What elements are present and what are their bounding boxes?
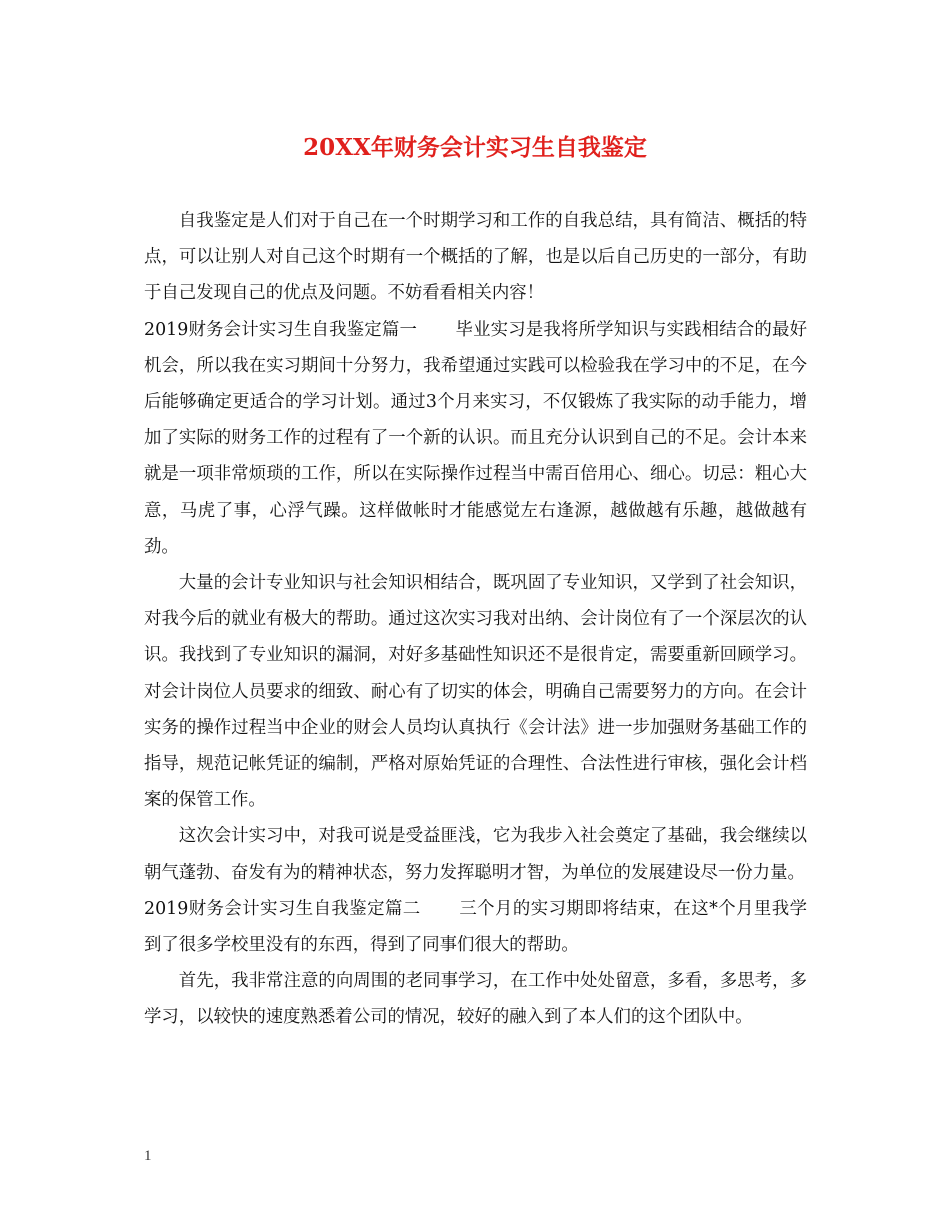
section-heading-one: 2019财务会计实习生自我鉴定篇一 <box>144 319 418 340</box>
document-title: 20XX年财务会计实习生自我鉴定 <box>303 134 647 161</box>
section-two-paragraph <box>144 891 807 963</box>
document-body <box>144 203 807 1036</box>
section-one-paragraph <box>144 312 807 565</box>
section-one-text: 毕业实习是我将所学知识与实践相结合的最好机会，所以我在实习期间十分努力，我希望通过实践可以检验我在学习中的不足，在今后能够确定更适合的学习计划。通过3个月来实习，不仅锻炼了我实际的动手能力，增加了实际的财务工作的过程有了一个新的认识。而且充分认识到自己的不足。会计本来就是一项非常烦琐的工作，所以在实际操作过程当中需百倍用心、细心。切忌：粗心大意，马虎了事，心浮气躁。这样做帐时才能感觉左右逢源，越做越有乐趣，越做越有劲。 <box>144 319 807 557</box>
first-point-paragraph: 首先，我非常注意的向周围的老同事学习，在工作中处处留意，多看，多思考，多学习，以较快的速度熟悉着公司的情况，较好的融入到了本人们的这个团队中。 <box>144 971 807 1028</box>
page-number: 1 <box>144 1148 152 1164</box>
knowledge-paragraph: 大量的会计专业知识与社会知识相结合，既巩固了专业知识，又学到了社会知识，对我今后的就业有极大的帮助。通过这次实习我对出纳、会计岗位有了一个深层次的认识。我找到了专业知识的漏洞，对好多基础性知识还不是很肯定，需要重新回顾学习。对会计岗位人员要求的细致、耐心有了切实的体会，明确自己需要努力的方向。在会计实务的操作过程当中企业的财会人员均认真执行《会计法》进一步加强财务基础工作的指导，规范记帐凭证的编制，严格对原始凭证的合理性、合法性进行审核，强化会计档案的保管工作。 <box>144 573 807 811</box>
intro-paragraph: 自我鉴定是人们对于自己在一个时期学习和工作的自我总结，具有简洁、概括的特点，可以让别人对自己这个时期有一个概括的了解，也是以后自己历史的一部分，有助于自己发现自己的优点及问题。不妨看看相关内容！ <box>144 211 807 304</box>
section-two-text: 三个月的实习期即将结束，在这*个月里我学到了很多学校里没有的东西，得到了同事们很大的帮助。 <box>144 898 807 956</box>
benefit-paragraph: 这次会计实习中，对我可说是受益匪浅，它为我步入社会奠定了基础，我会继续以朝气蓬勃、奋发有为的精神状态，努力发挥聪明才智，为单位的发展建设尽一份力量。 <box>144 826 807 883</box>
section-heading-two: 2019财务会计实习生自我鉴定篇二 <box>144 898 421 919</box>
